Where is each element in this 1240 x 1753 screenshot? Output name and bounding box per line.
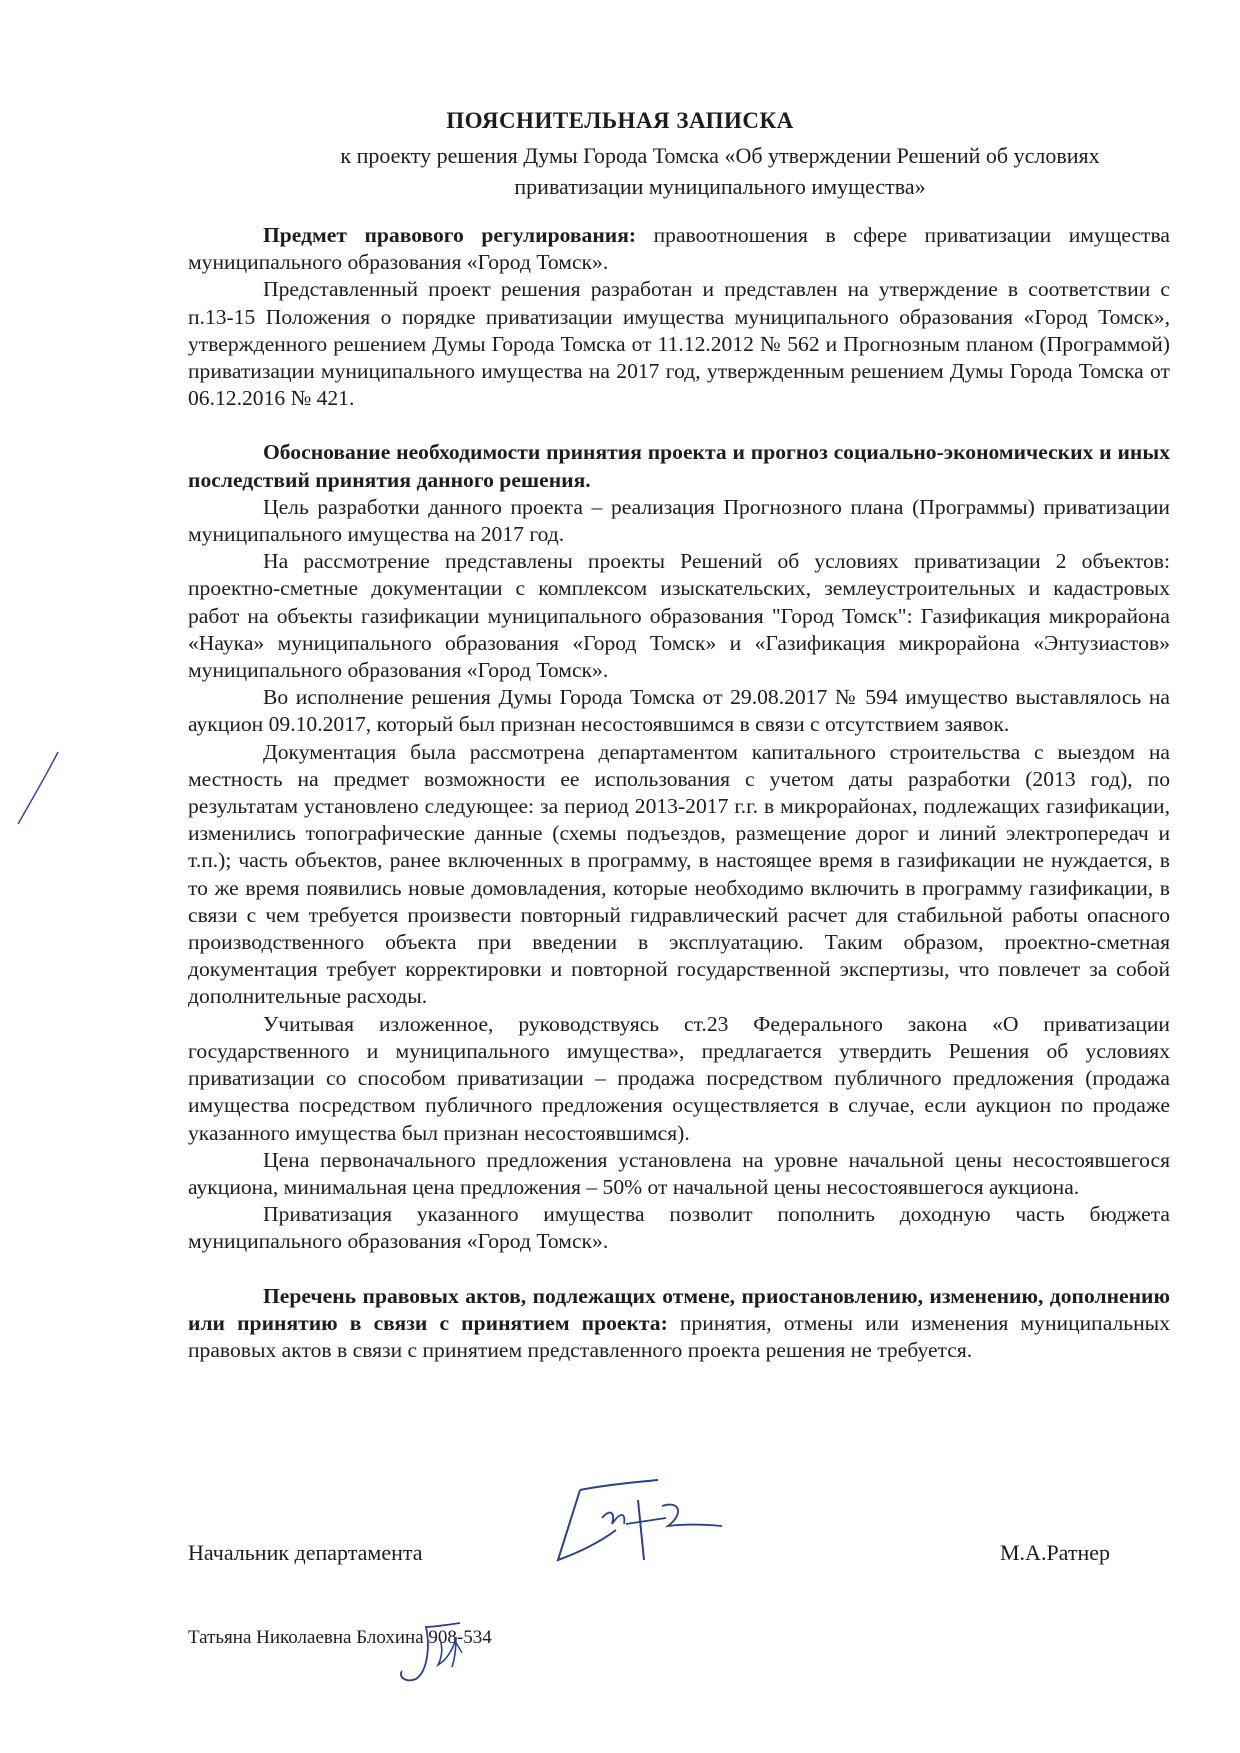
legal-acts-paragraph [188,1283,1170,1365]
justification-paragraph: На рассмотрение представлены проекты Решений об условиях приватизации 2 объектов: проектно-сметные документации с комплексом изыскательских, землеустроительных и кадастровых работ на объекты газификации муниципального образования "Город Томск": Газификация микрорайона «Наука» муниципального образования «Город Томск» и «Газификация микрорайона «Энтузиастов» муниципального образования «Город Томск». [188,549,1170,683]
justification-paragraph: Цена первоначального предложения установлена на уровне начальной цены несостоявшегося аукциона, минимальная цена предложения – 50% от начальной цены несостоявшегося аукциона. [188,1147,1170,1199]
margin-pen-mark [14,748,64,828]
document-subtitle [270,140,1170,202]
document-body [188,222,1170,1364]
executor-initials-signature [390,1615,480,1690]
justification-paragraph: Приватизация указанного имущества позволит пополнить доходную часть бюджета муниципального образования «Город Томск». [188,1202,1170,1254]
justification-heading: Обоснование необходимости принятия проекта и прогноз социально-экономических и иных последствий принятия данного решения. [188,440,1170,492]
justification-paragraph: Во исполнение решения Думы Города Томска от 29.08.2017 № 594 имущество выставлялось на аукцион 09.10.2017, который был признан несостоявшимся в связи с отсутствием заявок. [188,685,1170,737]
legal-acts-label: Перечень правовых актов, подлежащих отмене, приостановлению, изменению, дополнению или принятию в связи с принятием проекта: [188,1283,1170,1335]
signatory-name: М.А.Ратнер [1000,1540,1111,1565]
justification-paragraph: Цель разработки данного проекта – реализация Прогнозного плана (Программы) приватизации муниципального имущества на 2017 год. [188,494,1170,547]
regulation-subject-label: Предмет правового регулирования: [263,223,637,247]
subtitle-line-2: приватизации муниципального имущества» [514,174,926,199]
regulation-subject-text: правоотношения в сфере приватизации имущества муниципального образования «Город Томск». [188,223,1170,275]
spacer [188,1256,1170,1283]
spacer [188,412,1170,439]
justification-paragraph: Документация была рассмотрена департаментом капитального строительства с выездом на местность на предмет возможности ее использования с учетом даты разработки (2013 год), по результатам установлено следующее: за период 2013-2017 г.г. в микрорайонах, подлежащих газификации, изменились топографические данные (схемы подъездов, размещение дорог и линий электропередач и т.п.); часть объектов, ранее включенных в программу, в настоящее время в газификации не нуждается, в то же время появились новые домовладения, которые необходимо включить в программу газификации, в связи с чем требуется произвести повторный гидравлический расчет для стабильной работы опасного производственного объекта при введении в эксплуатацию. Таким образом, проектно-сметная документация требует корректировки и повторной государственной экспертизы, что повлечет за собой дополнительные расходы. [188,739,1170,1009]
legal-acts-text: принятия, отмены или изменения муниципальных правовых актов в связи с принятием представленного проекта решения не требуется. [188,1310,1170,1362]
signatory-position: Начальник департамента [188,1540,423,1565]
basis-paragraph: Представленный проект решения разработан и представлен на утверждение в соответствии с п.13-15 Положения о порядке приватизации имущества муниципального образования «Город Томск», утвержденного решением Думы Города Томска от 11.12.2012 № 562 и Прогнозным планом (Программой) приватизации муниципального имущества на 2017 год, утвержденным решением Думы Города Томска от 06.12.2016 № 421. [188,277,1170,411]
justification-paragraph: Учитывая изложенное, руководствуясь ст.23 Федерального закона «О приватизации государственного и муниципального имущества», предлагается утвердить Решения об условиях приватизации со способом приватизации – продажа посредством публичного предложения (продажа имущества посредством публичного предложения осуществляется в случае, если аукцион по продаже указанного имущества был признан несостоявшимся). [188,1011,1170,1145]
document-title: ПОЯСНИТЕЛЬНАЯ ЗАПИСКА [446,108,794,133]
subtitle-line-1: к проекту решения Думы Города Томска «Об утверждении Решений об условиях [340,143,1100,168]
executor-contact: Татьяна Николаевна Блохина 908-534 [188,1627,492,1648]
regulation-subject-paragraph [188,222,1170,276]
handwritten-signature [550,1460,750,1580]
